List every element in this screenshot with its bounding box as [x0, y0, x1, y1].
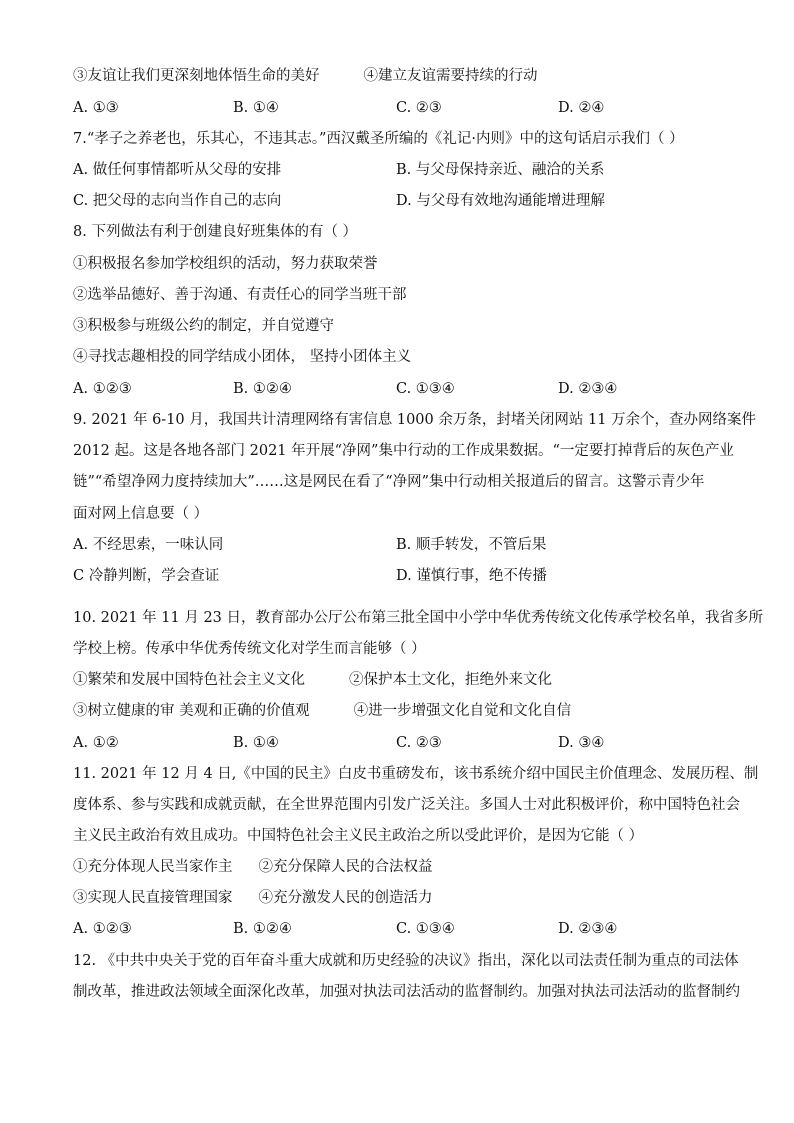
q8-statement-3: ③积极参与班级公约的制定，并自觉遵守 [73, 318, 334, 334]
q12-stem-line-1: 12. 《中共中央关于党的百年奋斗重大成就和历史经验的决议》指出，深化以司法责任制为重点的司法体 [73, 953, 739, 969]
q8-stem: 8. 下列做法有利于创建良好班集体的有（ ） [73, 224, 358, 240]
q9-stem-line-1: 9. 2021 年 6-10 月，我国共计清理网络有害信息 1000 余万条，封堵关闭网站 11 万余个，查办网络案件 [73, 412, 757, 428]
q10-option-d[interactable]: D. ③④ [558, 735, 605, 751]
q10-option-a[interactable]: A. ①② [73, 735, 119, 751]
q11-statement-3: ③实现人民直接管理国家 [73, 890, 233, 906]
q8-option-d[interactable]: D. ②③④ [558, 381, 618, 397]
q11-option-d[interactable]: D. ②③④ [558, 921, 618, 937]
q10-statements-line-2 [73, 701, 571, 721]
q9-option-b[interactable]: B. 顺手转发，不管后果 [396, 537, 547, 553]
q6-option-d[interactable]: D. ②④ [558, 100, 605, 116]
q9-stem-line-3: 链”“希望净网力度持续加大”……这是网民在看了“净网”集中行动相关报道后的留言。这警示青少年 [73, 474, 705, 490]
q11-statement-2: ②充分保障人民的合法权益 [258, 859, 433, 875]
q8-statement-1: ①积极报名参加学校组织的活动，努力获取荣誉 [73, 256, 378, 272]
q8-option-a[interactable]: A. ①②③ [73, 381, 132, 397]
q10-statement-1: ①繁荣和发展中国特色社会主义文化 [73, 672, 305, 688]
q7-stem: 7.“孝子之养老也，乐其心，不违其志。”西汉戴圣所编的《礼记·内则》中的这句话启示我们（ ） [73, 131, 684, 147]
q10-statements-line-1 [73, 670, 552, 690]
q11-statements-line-1 [73, 857, 433, 877]
q10-option-b[interactable]: B. ①④ [233, 735, 279, 751]
q8-statement-4: ④寻找志趣相投的同学结成小团体， 坚持小团体主义 [73, 349, 412, 365]
q8-option-b[interactable]: B. ①②④ [233, 381, 292, 397]
q11-stem-line-2: 度体系、参与实践和成就贡献，在全世界范围内引发广泛关注。多国人士对此积极评价，称中国特色社会 [73, 797, 740, 813]
q11-statement-1: ①充分体现人民当家作主 [73, 859, 233, 875]
q11-option-a[interactable]: A. ①②③ [73, 921, 132, 937]
q6-statement-3: ③友谊让我们更深刻地体悟生命的美好 [73, 68, 320, 84]
q12-stem-line-2: 制改革，推进政法领域全面深化改革，加强对执法司法活动的监督制约。加强对执法司法活动的监督制约 [73, 984, 740, 1000]
q9-option-d[interactable]: D. 谨慎行事，绝不传播 [396, 568, 547, 584]
q7-option-b[interactable]: B. 与父母保持亲近、融洽的关系 [396, 162, 605, 178]
q10-option-c[interactable]: C. ②③ [396, 735, 442, 751]
q11-stem-line-1: 11. 2021 年 12 月 4 日,《中国的民主》白皮书重磅发布，该书系统介绍中国民主价值理念、发展历程、制 [73, 766, 759, 782]
q10-stem-line-2: 学校上榜。传承中华优秀传统文化对学生而言能够（ ） [73, 641, 426, 657]
q10-statement-3: ③树立健康的审 美观和正确的价值观 [73, 703, 310, 719]
q7-option-d[interactable]: D. 与父母有效地沟通能增进理解 [396, 193, 605, 209]
q6-statement-4: ④建立友谊需要持续的行动 [363, 68, 538, 84]
q6-option-a[interactable]: A. ①③ [73, 100, 119, 116]
q11-option-c[interactable]: C. ①③④ [396, 921, 455, 937]
q10-stem-line-1: 10. 2021 年 11 月 23 日，教育部办公厅公布第三批全国中小学中华优秀传统文化传承学校名单，我省多所 [73, 610, 764, 626]
q8-statement-2: ②选举品德好、善于沟通、有责任心的同学当班干部 [73, 287, 407, 303]
q6-option-b[interactable]: B. ①④ [233, 100, 279, 116]
q11-statement-4: ④充分激发人民的创造活力 [258, 890, 433, 906]
q6-statements-line [73, 66, 538, 86]
q7-option-a[interactable]: A. 做任何事情都听从父母的安排 [73, 162, 282, 178]
q9-option-a[interactable]: A. 不经思索，一味认同 [73, 537, 224, 553]
q10-statement-4: ④进一步增强文化自觉和文化自信 [353, 703, 572, 719]
q11-statements-line-2 [73, 888, 433, 908]
q11-option-b[interactable]: B. ①②④ [233, 921, 292, 937]
q9-stem-line-4: 面对网上信息要（ ） [73, 506, 209, 522]
q9-stem-line-2: 2012 起。这是各地各部门 2021 年开展“净网”集中行动的工作成果数据。“一定要打掉背后的灰色产业 [73, 443, 734, 459]
q10-statement-2: ②保护本土文化，拒绝外来文化 [349, 672, 552, 688]
q8-option-c[interactable]: C. ①③④ [396, 381, 455, 397]
q9-option-c[interactable]: C 冷静判断，学会查证 [73, 568, 220, 584]
q6-option-c[interactable]: C. ②③ [396, 100, 442, 116]
q7-option-c[interactable]: C. 把父母的志向当作自己的志向 [73, 193, 282, 209]
q11-stem-line-3: 主义民主政治有效且成功。中国特色社会主义民主政治之所以受此评价，是因为它能（ ） [73, 828, 644, 844]
